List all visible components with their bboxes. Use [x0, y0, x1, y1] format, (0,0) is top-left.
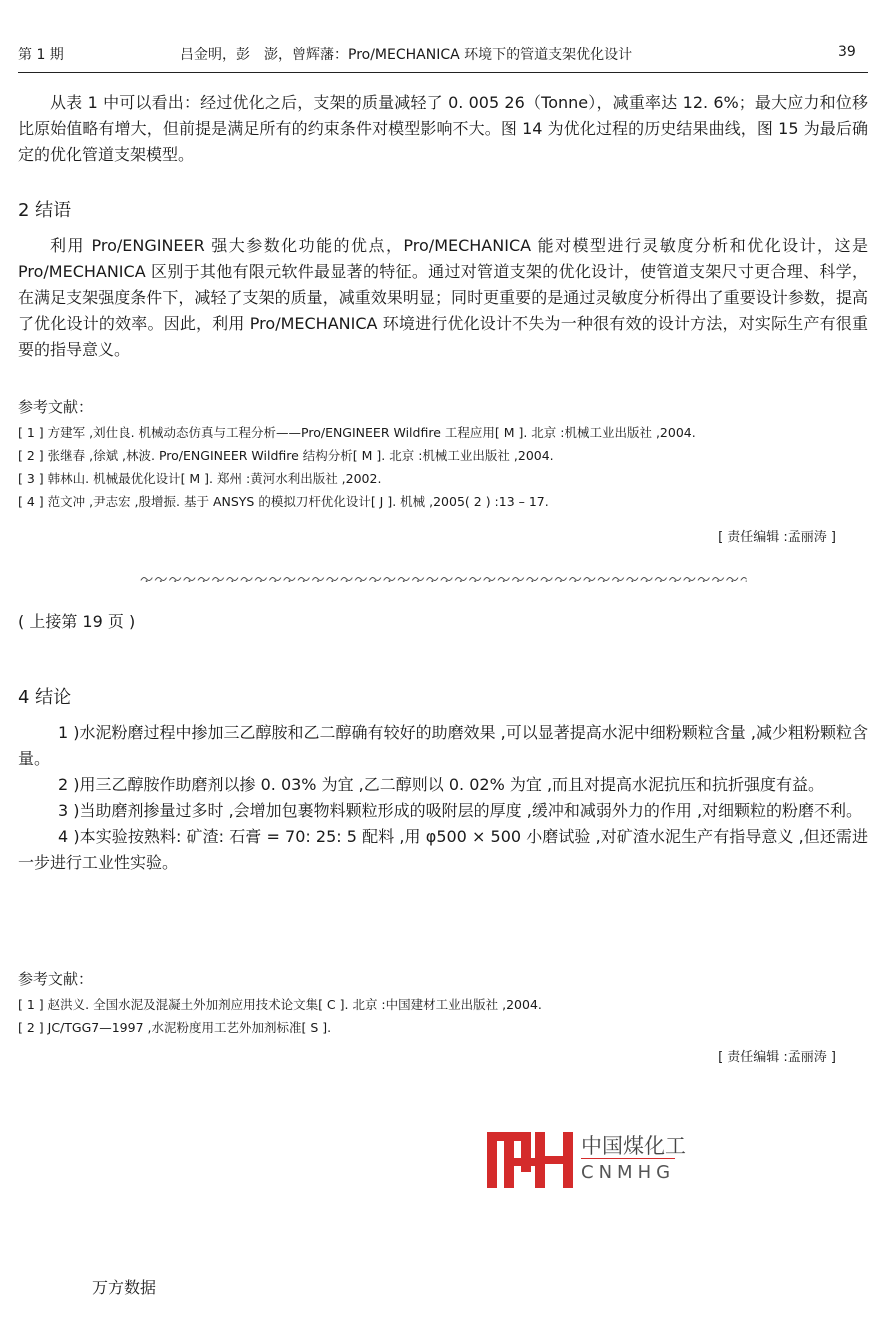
logo-stroke — [535, 1156, 573, 1164]
section-heading-conclusion: 2 结语 — [18, 200, 72, 221]
conclusion-item: 1 )水泥粉磨过程中掺加三乙醇胺和乙二醇确有较好的助磨效果 ,可以显著提高水泥中细粉颗粒含量 ,减少粗粉颗粒含量。 — [18, 723, 868, 768]
references-heading: 参考文献： — [18, 970, 94, 988]
reference-item: [ 4 ] 范文冲 ,尹志宏 ,殷增振. 基于 ANSYS 的模拟刀杆优化设计[ J ]. 机械 ,2005( 2 ) :13 – 17. — [18, 494, 549, 509]
conclusion-item: 2 )用三乙醇胺作助磨剂以掺 0. 03% 为宜 ,乙二醇则以 0. 02% 为宜 ,而且对提高水泥抗压和抗折强度有益。 — [58, 775, 825, 794]
page-number: 39 — [838, 44, 856, 60]
conclusion-list — [18, 720, 868, 876]
editor-credit: [ 责任编辑 :孟丽涛 ] — [718, 530, 836, 545]
logo-rule — [581, 1158, 675, 1159]
logo-chinese-name: 中国煤化工 — [581, 1134, 686, 1158]
running-title: 吕金明，彭 澎，曾辉藩：Pro/MECHANICA 环境下的管道支架优化设计 — [180, 47, 633, 63]
conclusion-item: 4 )本实验按熟料: 矿渣: 石膏 = 70: 25: 5 配料 ,用 φ500 × 500 小磨试验 ,对矿渣水泥生产有指导意义 ,但还需进一步进行工业性实验。 — [18, 827, 868, 872]
reference-item: [ 2 ] JC/TGG7—1997 ,水泥粉度用工艺外加剂标准[ S ]. — [18, 1020, 332, 1035]
reference-item: [ 3 ] 韩林山. 机械最优化设计[ M ]. 郑州 :黄河水利出版社 ,2002. — [18, 471, 382, 486]
section-paragraph: 利用 Pro/ENGINEER 强大参数化功能的优点，Pro/MECHANICA 能对模型进行灵敏度分析和优化设计，这是 Pro/MECHANICA 区别于其他有限元软件最显著的特征。通过对管道支架的优化设计，使管道支架尺寸更合理、科学，在满足支架强度条件下，减轻了支架的质量，减重效果明显；同时更重要的是通过灵敏度分析得出了重要设计参数，提高了优化设计的效率。因此，利用 Pro/MECHANICA 环境进行优化设计不失为一种很有效的设计方法，对实际生产有很重要的指导意义。 — [18, 236, 868, 359]
reference-item: [ 2 ] 张继春 ,徐斌 ,林波. Pro/ENGINEER Wildfire 结构分析[ M ]. 北京 :机械工业出版社 ,2004. — [18, 448, 554, 463]
reference-item: [ 1 ] 方建军 ,刘仕良. 机械动态仿真与工程分析——Pro/ENGINEER Wildfire 工程应用[ M ]. 北京 :机械工业出版社 ,2004. — [18, 425, 696, 440]
editor-credit: [ 责任编辑 :孟丽涛 ] — [718, 1050, 836, 1065]
cnmhg-logo — [487, 1128, 707, 1190]
reference-item: [ 1 ] 赵洪义. 全国水泥及混凝土外加剂应用技术论文集[ C ]. 北京 :中国建材工业出版社 ,2004. — [18, 997, 542, 1012]
ornamental-divider — [18, 574, 868, 584]
conclusion-item: 3 )当助磨剂掺量过多时 ,会增加包裹物料颗粒形成的吸附层的厚度 ,缓冲和减弱外力的作用 ,对细颗粒的粉磨不利。 — [58, 801, 863, 820]
reference-list — [18, 421, 868, 513]
references-heading: 参考文献： — [18, 398, 94, 416]
reference-list — [18, 993, 868, 1039]
header-rule — [18, 72, 868, 73]
logo-stroke — [509, 1158, 535, 1166]
section-heading-conclusions: 4 结论 — [18, 687, 72, 708]
footer-watermark: 万方数据 — [92, 1278, 157, 1297]
issue-number: 第 1 期 — [18, 47, 64, 63]
mh-logo-icon — [487, 1128, 573, 1188]
intro-paragraph: 从表 1 中可以看出：经过优化之后，支架的质量减轻了 0. 005 26（Tonne），减重率达 12. 6%；最大应力和位移比原始值略有增大，但前提是满足所有的约束条件对模型影响不大。图 14 为优化过程的历史结果曲线，图 15 为最后确定的优化管道支架模型。 — [18, 93, 868, 164]
logo-english-name: CNMHG — [581, 1162, 676, 1183]
continued-note: ( 上接第 19 页 ) — [18, 612, 136, 631]
